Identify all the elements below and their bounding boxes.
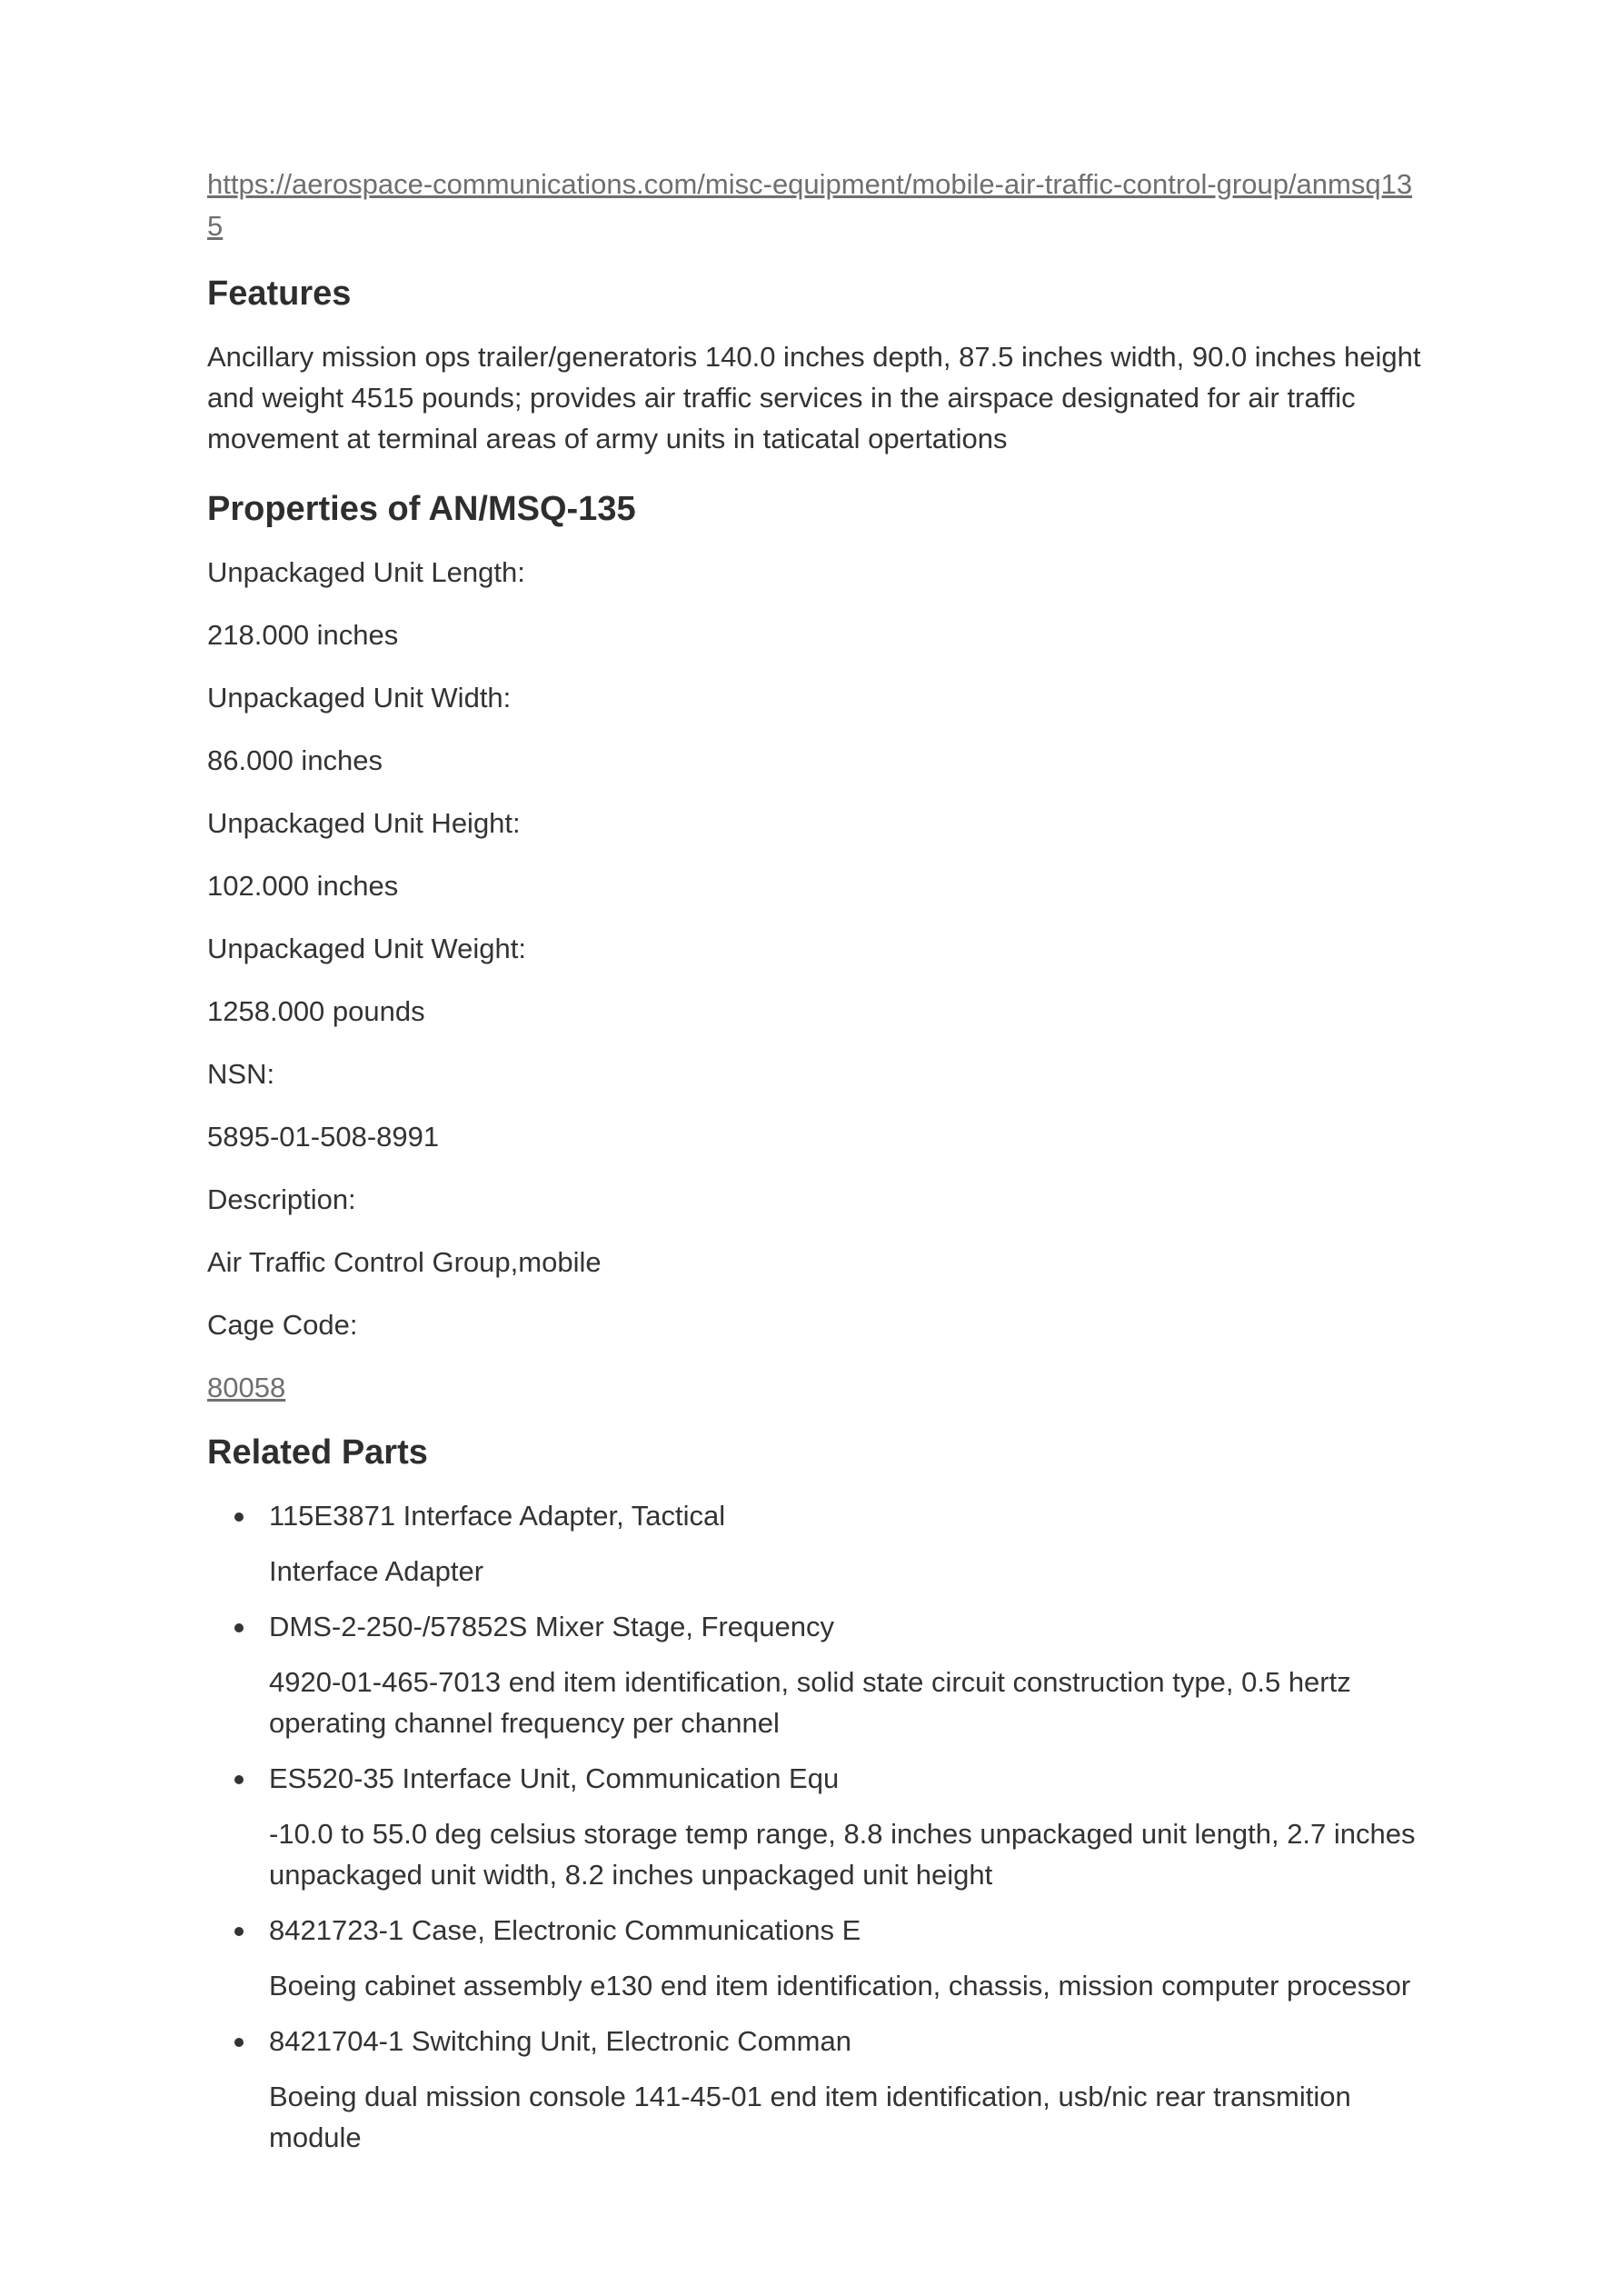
related-part-description: Interface Adapter	[269, 1555, 484, 1587]
related-part-description: -10.0 to 55.0 deg celsius storage temp range, 8.8 inches unpackaged unit length, 2.7 inches unpackaged unit width, 8.2 inches unpackaged unit height	[269, 1818, 1416, 1891]
related-part-item	[207, 1606, 1425, 1743]
property-label-description: Description:	[207, 1183, 356, 1215]
property-value-width: 86.000 inches	[207, 744, 383, 776]
property-value-nsn: 5895-01-508-8991	[207, 1121, 440, 1153]
property-label-nsn: NSN:	[207, 1058, 275, 1090]
properties-heading: Properties of AN/MSQ-135	[207, 490, 636, 528]
related-part-description: 4920-01-465-7013 end item identification, solid state circuit construction type, 0.5 hertz operating channel frequency per channel	[269, 1666, 1351, 1739]
bullet-icon	[234, 1775, 244, 1784]
bullet-icon	[234, 1927, 244, 1936]
related-part-description: Boeing cabinet assembly e130 end item identification, chassis, mission computer processor	[269, 1970, 1411, 2002]
features-heading: Features	[207, 275, 352, 313]
related-parts-heading: Related Parts	[207, 1433, 428, 1472]
related-part-item	[207, 2021, 1425, 2158]
property-label-cage-code: Cage Code:	[207, 1309, 358, 1341]
related-part-item	[207, 1910, 1425, 2006]
related-part-title: ES520-35 Interface Unit, Communication Equ	[269, 1762, 840, 1794]
property-value-length: 218.000 inches	[207, 619, 399, 651]
properties-list	[207, 552, 1425, 1408]
property-value-height: 102.000 inches	[207, 870, 399, 902]
related-part-item	[207, 1495, 1425, 1592]
property-value-cage-code	[207, 1367, 1425, 1408]
document-page	[207, 164, 1425, 2172]
property-label-length: Unpackaged Unit Length:	[207, 556, 525, 588]
features-text: Ancillary mission ops trailer/generatoris 140.0 inches depth, 87.5 inches width, 90.0 inches height and weight 4515 pounds; provides air traffic services in the airspace designated for air traffic movement at terminal areas of army units in taticatal opertations	[207, 341, 1421, 454]
bullet-icon	[234, 1623, 244, 1632]
cage-code-link[interactable]: 80058	[207, 1372, 286, 1403]
property-label-height: Unpackaged Unit Height:	[207, 807, 521, 839]
related-part-title: DMS-2-250-/57852S Mixer Stage, Frequency	[269, 1611, 835, 1642]
property-value-weight: 1258.000 pounds	[207, 995, 425, 1027]
source-url-link[interactable]: https://aerospace-communications.com/misc-equipment/mobile-air-traffic-control-group/anmsq135	[207, 168, 1413, 242]
related-part-title: 8421704-1 Switching Unit, Electronic Comman	[269, 2025, 851, 2057]
related-part-title: 8421723-1 Case, Electronic Communications E	[269, 1914, 861, 1946]
property-value-description: Air Traffic Control Group,mobile	[207, 1246, 602, 1278]
related-part-title: 115E3871 Interface Adapter, Tactical	[269, 1500, 726, 1532]
related-part-item	[207, 1758, 1425, 1895]
bullet-icon	[234, 1512, 244, 1522]
property-label-weight: Unpackaged Unit Weight:	[207, 933, 526, 964]
bullet-icon	[234, 2038, 244, 2047]
related-parts-list	[207, 1495, 1425, 2158]
property-label-width: Unpackaged Unit Width:	[207, 682, 512, 714]
related-part-description: Boeing dual mission console 141-45-01 end item identification, usb/nic rear transmition module	[269, 2081, 1351, 2153]
